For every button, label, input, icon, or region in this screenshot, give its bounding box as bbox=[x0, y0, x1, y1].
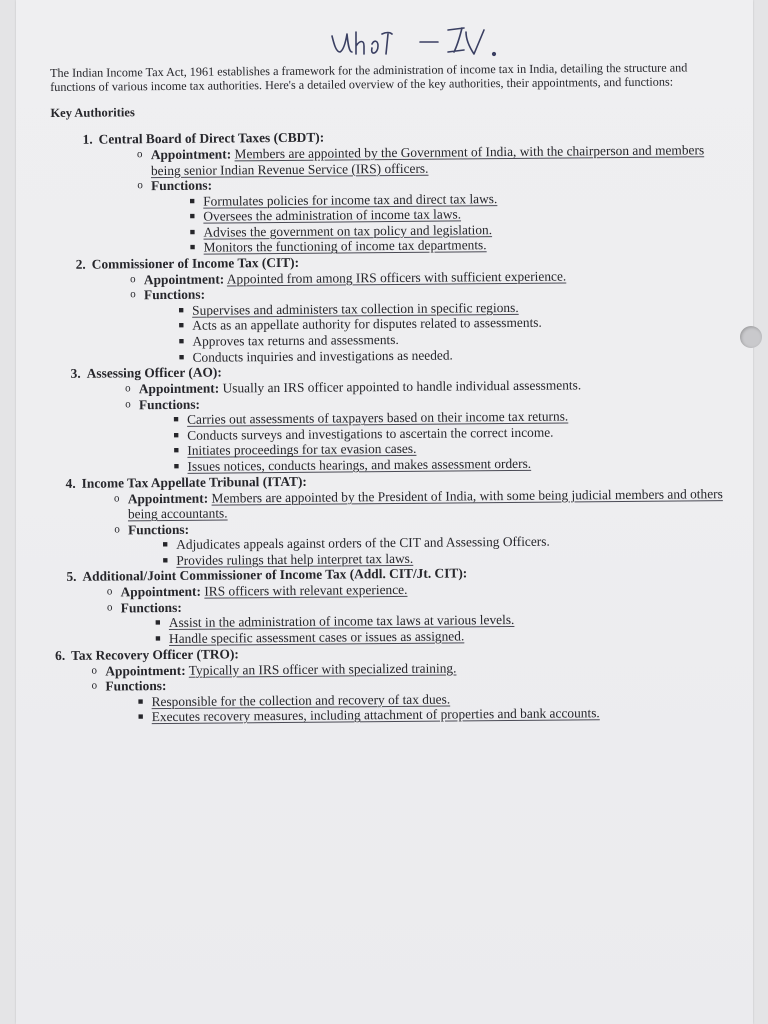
functions-label: Functions: bbox=[127, 521, 190, 537]
authority-item bbox=[53, 360, 734, 475]
function-text: Conducts inquiries and investigations as needed. bbox=[192, 347, 453, 365]
appointment-text: Members are appointed by the President of India, with some being judicial members and others being accountants. bbox=[127, 485, 723, 522]
intro-paragraph: The Indian Income Tax Act, 1961 establishes a framework for the administration of income tax in India, detailing the structure and functions of various income tax authorities. Here's a detailed overview of the key authorities, their appointments, and functions: bbox=[50, 60, 688, 94]
functions-label: Functions: bbox=[150, 177, 213, 194]
function-text: Executes recovery measures, including attachment of properties and bank accounts. bbox=[151, 705, 600, 725]
authority-number: 3. bbox=[70, 365, 81, 382]
circle-bullet-icon: o bbox=[130, 288, 136, 301]
functions-list bbox=[43, 689, 735, 726]
authority-number: 4. bbox=[65, 475, 76, 491]
authority-item bbox=[54, 563, 735, 647]
circle-bullet-icon: o bbox=[91, 679, 98, 692]
authority-title: Commissioner of Income Tax (CIT): bbox=[91, 254, 300, 272]
document-body bbox=[50, 60, 736, 726]
functions-label: Functions: bbox=[105, 678, 167, 694]
circle-bullet-icon: o bbox=[114, 523, 120, 536]
appointment-text: Appointed from among IRS officers with sufficient experience. bbox=[226, 268, 567, 287]
square-bullet-icon: ■ bbox=[189, 210, 196, 221]
appointment-label: Appointment: bbox=[120, 584, 202, 600]
square-bullet-icon: ■ bbox=[189, 195, 195, 206]
square-bullet-icon: ■ bbox=[162, 539, 168, 550]
appointment-item bbox=[129, 142, 731, 178]
square-bullet-icon: ■ bbox=[178, 304, 184, 315]
handwritten-title-drawing bbox=[316, 14, 556, 62]
authority-title: Assessing Officer (AO): bbox=[86, 364, 222, 381]
appointment-label: Appointment: bbox=[150, 146, 232, 163]
appointment-item bbox=[106, 486, 734, 522]
circle-bullet-icon: o bbox=[125, 382, 131, 395]
functions-label: Functions: bbox=[143, 287, 206, 303]
appointment-text: Typically an IRS officer with specialized training. bbox=[188, 659, 457, 678]
square-bullet-icon: ■ bbox=[137, 711, 144, 722]
square-bullet-icon: ■ bbox=[137, 695, 144, 706]
circle-bullet-icon: o bbox=[136, 148, 143, 161]
function-text: Conducts surveys and investigations to ascertain the correct income. bbox=[187, 424, 554, 443]
authority-number: 2. bbox=[75, 256, 86, 272]
square-bullet-icon: ■ bbox=[189, 242, 196, 253]
function-text: Advises the government on tax policy and legislation. bbox=[203, 221, 493, 240]
square-bullet-icon: ■ bbox=[178, 320, 185, 331]
authority-number: 5. bbox=[66, 569, 77, 585]
square-bullet-icon: ■ bbox=[178, 351, 185, 362]
authority-title: Central Board of Direct Taxes (CBDT): bbox=[98, 129, 325, 147]
square-bullet-icon: ■ bbox=[178, 335, 185, 346]
appointment-label: Appointment: bbox=[143, 271, 225, 288]
functions-list bbox=[64, 298, 733, 366]
function-text: Monitors the functioning of income tax departments. bbox=[203, 237, 487, 255]
function-text: Issues notices, conducts hearings, and makes assessment orders. bbox=[187, 455, 532, 474]
square-bullet-icon: ■ bbox=[189, 226, 196, 237]
square-bullet-icon: ■ bbox=[173, 445, 180, 456]
authority-title: Additional/Joint Commissioner of Income Tax (Addl. CIT/Jt. CIT): bbox=[82, 565, 468, 585]
function-text: Provides rulings that help interpret tax laws. bbox=[176, 550, 414, 568]
authority-item bbox=[43, 642, 736, 726]
function-text: Approves tax returns and assessments. bbox=[192, 332, 399, 349]
function-text: Handle specific assessment cases or issues as assigned. bbox=[168, 628, 465, 646]
function-text: Initiates proceedings for tax evasion cases. bbox=[187, 441, 417, 459]
circle-bullet-icon: o bbox=[130, 273, 136, 286]
function-text: Assist in the administration of income tax laws at various levels. bbox=[168, 612, 515, 631]
circle-bullet-icon: o bbox=[106, 585, 113, 598]
document-page bbox=[16, 0, 753, 1024]
authorities-list bbox=[51, 126, 736, 726]
authority-item bbox=[54, 470, 735, 570]
appointment-text: IRS officers with relevant experience. bbox=[204, 582, 408, 599]
function-text: Adjudicates appeals against orders of the CIT and Assessing Officers. bbox=[176, 533, 550, 553]
appointment-label: Appointment: bbox=[127, 490, 209, 506]
function-text: Acts as an appellate authority for disputes related to assessments. bbox=[192, 315, 542, 334]
circle-bullet-icon: o bbox=[91, 664, 98, 677]
authority-item bbox=[51, 126, 732, 257]
function-text: Supervises and administers tax collection in specific regions. bbox=[192, 299, 519, 318]
function-text: Formulates policies for income tax and direct tax laws. bbox=[203, 190, 498, 209]
authority-number: 1. bbox=[82, 131, 93, 147]
function-text: Carries out assessments of taxpayers based on their income tax returns. bbox=[187, 408, 569, 428]
circle-bullet-icon: o bbox=[106, 601, 113, 614]
square-bullet-icon: ■ bbox=[162, 554, 169, 565]
circle-bullet-icon: o bbox=[113, 492, 120, 505]
appointment-label: Appointment: bbox=[105, 662, 186, 679]
circle-bullet-icon: o bbox=[137, 179, 143, 192]
handwritten-title bbox=[316, 14, 556, 62]
authority-details bbox=[54, 486, 734, 538]
circle-bullet-icon: o bbox=[125, 398, 131, 411]
square-bullet-icon: ■ bbox=[173, 460, 180, 471]
functions-label: Functions: bbox=[138, 396, 201, 412]
authority-number: 6. bbox=[55, 647, 66, 663]
authority-details bbox=[71, 142, 731, 194]
function-text: Oversees the administration of income tax laws. bbox=[203, 206, 462, 224]
punch-hole bbox=[740, 326, 762, 348]
functions-list bbox=[71, 189, 732, 257]
square-bullet-icon: ■ bbox=[173, 414, 179, 425]
authority-title: Tax Recovery Officer (TRO): bbox=[71, 645, 239, 663]
appointment-text: Usually an IRS officer appointed to handle individual assessments. bbox=[222, 377, 582, 396]
appointment-label: Appointment: bbox=[138, 380, 220, 397]
functions-label: Functions: bbox=[120, 599, 182, 616]
functions-list bbox=[59, 407, 734, 475]
authority-item bbox=[52, 251, 733, 366]
section-title: Key Authorities bbox=[50, 105, 135, 120]
square-bullet-icon: ■ bbox=[173, 429, 179, 440]
appointment-text: Members are appointed by the Government of India, with the chairperson and members being senior Indian Revenue Service (IRS) officers. bbox=[150, 142, 705, 178]
square-bullet-icon: ■ bbox=[155, 632, 161, 644]
square-bullet-icon: ■ bbox=[155, 617, 161, 628]
authority-title: Income Tax Appellate Tribunal (ITAT): bbox=[81, 473, 307, 491]
function-text: Responsible for the collection and recovery of tax dues. bbox=[151, 691, 451, 709]
